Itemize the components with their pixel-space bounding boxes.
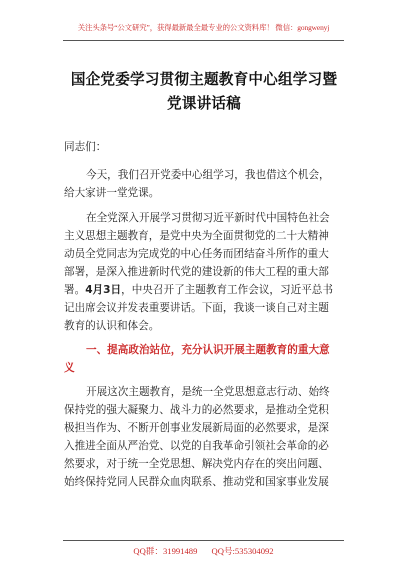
paragraph-3-line-4: 入推进全面从严治党、以党的自我革命引领社会革命的必 [64,440,329,452]
salutation: 同志们： [64,141,107,153]
footer-contact [63,545,344,557]
paragraph-2-line-5 [64,283,333,297]
footer-rule [63,540,344,541]
paragraph-3-line-6: 始终保持党同人民群众血肉联系、推动党和国家事业发展 [64,476,329,488]
paragraph-3-line-2: 保持党的强大凝聚力、战斗力的必然要求，是推动全党积 [64,404,329,416]
header-promo-text: 关注头条号“公文研究”，获得最新最全最专业的公文资料库！ 微信：gongwenyj [77,23,330,32]
paragraph-2-text: ，中央召开了主题教育工作会议，习近平总书 [121,284,333,296]
paragraph-2-line-2: 主义思想主题教育，是党中央为全面贯彻党的二十大精神 [64,230,329,242]
footer-qq-group: QQ群：31991489 [133,546,198,556]
section-heading-1-line-2: 义 [64,362,75,374]
paragraph-3-line-1: 开展这次主题教育，是统一全党思想意志行动、始终 [86,386,330,398]
paragraph-1-line-1: 今天，我们召开党委中心组学习，我也借这个机会， [86,169,330,181]
paragraph-3-line-3: 极担当作为、不断开创事业发展新局面的必然要求，是深 [64,422,329,434]
paragraph-3-line-5: 然要求，对于统一全党思想、解决党内存在的突出问题、 [64,458,329,470]
section-heading-1-line-1: 一、提高政治站位，充分认识开展主题教育的重大意 [86,344,330,356]
paragraph-2-date: 4月3日 [85,284,122,296]
paragraph-2-line-3: 动员全党同志为完成党的中心任务而团结奋斗所作的重大 [64,248,329,260]
paragraph-2-line-6: 记出席会议并发表重要讲话。下面，我谈一谈自己对主题 [64,302,329,314]
paragraph-2-line-7: 教育的认识和体会。 [64,320,160,332]
paragraph-2-line-1: 在全党深入开展学习贯彻习近平新时代中国特色社会 [86,212,330,224]
footer-qq-number: QQ号:535304092 [211,546,274,556]
document-title-line-1: 国企党委学习贯彻主题教育中心组学习暨 [70,71,338,88]
document-title-line-2: 党课讲话稿 [167,95,241,112]
paragraph-2-text: 署。 [64,284,86,296]
paragraph-1-line-2: 给大家讲一堂党课。 [64,187,160,199]
paragraph-2-line-4: 部署，是深入推进新时代党的建设新的伟大工程的重大部 [64,266,329,278]
